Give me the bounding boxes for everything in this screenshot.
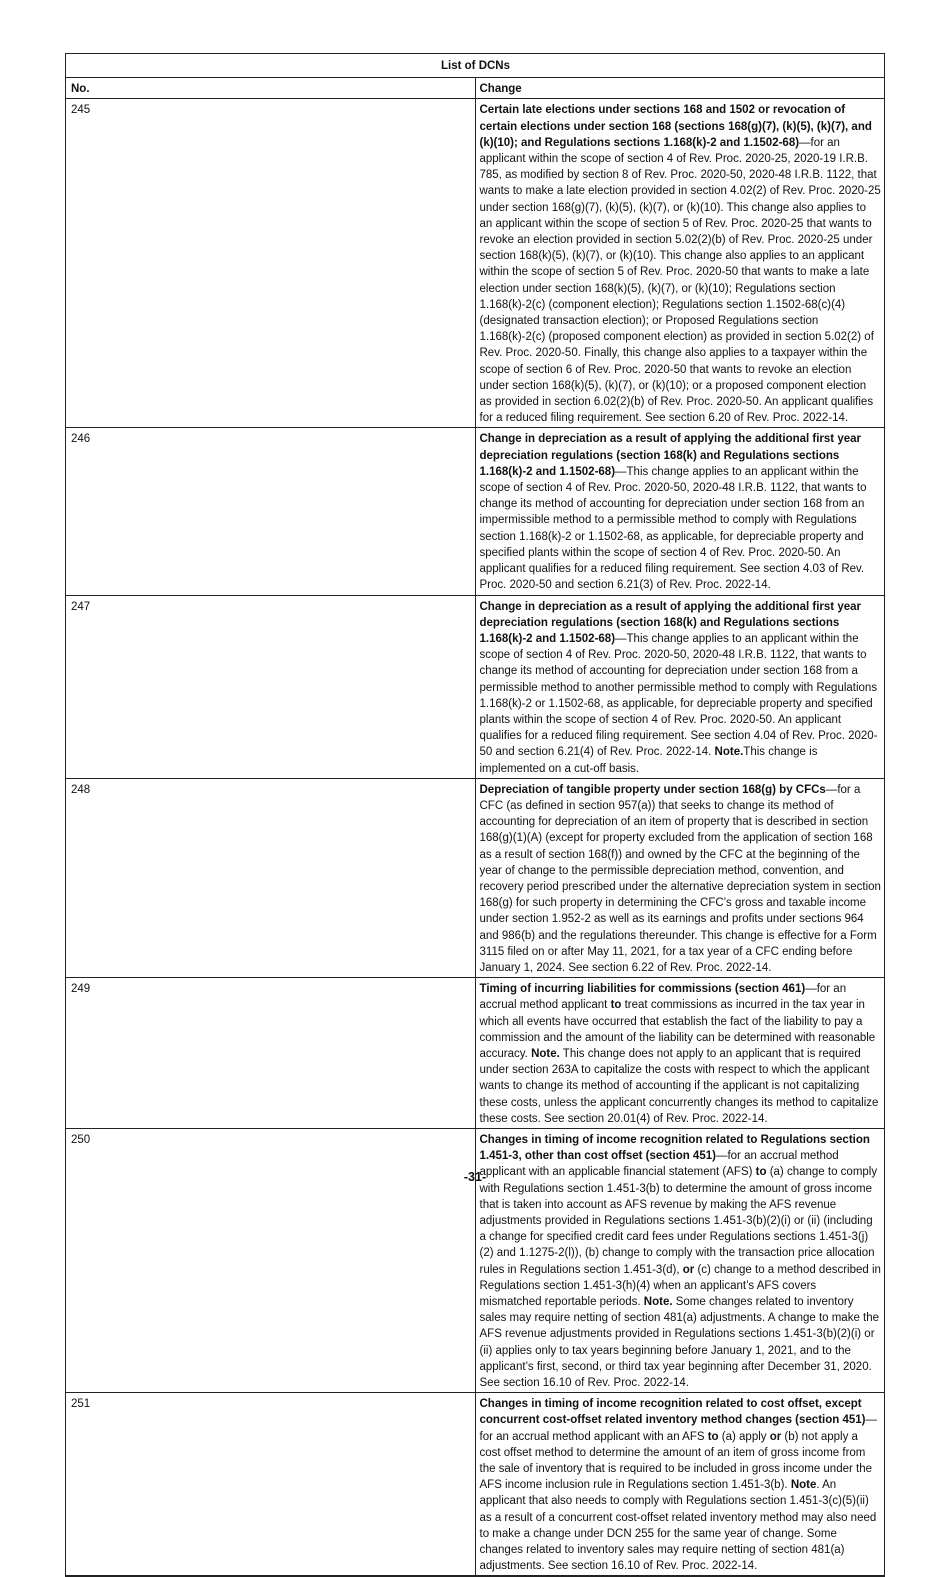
dcn-number: 250 — [66, 1129, 476, 1393]
bold-text: Change in depreciation as a result of applying the additional first year depreciation regulations (section 168(k) and Regulations sections 1.168(k)-2 and 1.1502-68) — [479, 600, 861, 645]
page-number: -31- — [463, 1170, 487, 1184]
bold-text: to — [755, 1166, 767, 1179]
table-row — [66, 99, 885, 428]
bold-text: or — [682, 1263, 695, 1276]
dcn-number: 245 — [66, 99, 476, 428]
body-text: —for an accrual method applicant with an applicable financial statement (AFS) — [479, 1150, 839, 1179]
dcn-number: 246 — [66, 428, 476, 595]
bold-text: to — [610, 999, 622, 1012]
bold-text: Note. — [531, 1047, 560, 1060]
bold-text: or — [769, 1430, 782, 1443]
body-text: Some changes related to inventory sales may require netting of section 481(a) adjustments. A change to make the AFS revenue adjustments provided in Regulations sections 1.451-3(b)(2)(i) or (ii) applies only to tax years beginning before January 1, 2021, and to the applicant’s first, second, or third tax year beginning after December 31, 2020. See section 16.10 of Rev. Proc. 2022-14. — [479, 1296, 880, 1390]
body-text: —for an accrual method applicant with an AFS — [479, 1414, 877, 1443]
table-row — [66, 1393, 885, 1577]
dcn-change-description — [475, 1129, 885, 1393]
dcn-number: 251 — [66, 1393, 476, 1577]
dcn-change-description — [475, 595, 885, 778]
bold-text: Note — [790, 1479, 817, 1492]
bold-text: Changes in timing of income recognition related to cost offset, except concurrent cost-offset related inventory method changes (section 451) — [479, 1398, 866, 1427]
table-row — [66, 1129, 885, 1393]
body-text: —for a CFC (as defined in section 957(a)) that seeks to change its method of accounting for depreciation of an item of property that is described in section 168(g)(1)(A) (except for property excluded from the application of section 168 as a result of section 168(f)) and owned by the CFC at the beginning of the year of change to the permissible depreciation method, convention, and recovery period prescribed under the alternative depreciation system in section 168(g) for such property in determining the CFC’s gross and taxable income under section 1.952-2 as well as its earnings and profits under sections 964 and 986(b) and the regulations thereunder. This change is effective for a Form 3115 filed on or after May 11, 2021, for a tax year of a CFC ending before January 1, 2024. See section 6.22 of Rev. Proc. 2022-14. — [479, 783, 881, 974]
dcn-number: 247 — [66, 595, 476, 778]
body-text: treat commissions as incurred in the tax year in which all events have occurred that establish the fact of the liability to pay a commission and the amount of the liability can be determined with reasonable accuracy. — [479, 999, 876, 1060]
dcn-change-description — [475, 428, 885, 595]
dcn-change-description — [475, 978, 885, 1129]
table-row — [66, 778, 885, 977]
dcn-change-description — [475, 1393, 885, 1577]
table-row — [66, 428, 885, 595]
body-text: This change does not apply to an applicant that is required under section 263A to capitalize the costs with respect to which the applicant wants to change its method of accounting if the applicant is not capitalizing these costs, unless the applicant concurrently changes its method to capitalize these costs. See section 20.01(4) of Rev. Proc. 2022-14. — [479, 1047, 879, 1125]
body-text: —for an applicant within the scope of section 4 of Rev. Proc. 2020-25, 2020-19 I.R.B. 785, as modified by section 8 of Rev. Proc. 2020-50, 2020-48 I.R.B. 1122, that wants to make a late election provided in section 4.02(2) of Rev. Proc. 2020-25 under section 168(g)(7), (k)(5), (k)(7), or (k)(10). This change also applies to an applicant within the scope of section 5 of Rev. Proc. 2020-25 that wants to revoke an election provided in section 5.02(2)(b) of Rev. Proc. 2020-25 under section 168(k)(5), (k)(7), or (k)(10). This change also applies to an applicant within the scope of section 5 of Rev. Proc. 2020-50 that wants to make a late election under section 168(k)(5), (k)(7), or (k)(10); Regulations section 1.168(k)-2(c) (component election); Regulations section 1.1502-68(c)(4) (designated transaction election); or Proposed Regulations section 1.168(k)-2(c) (proposed component election) as provided in section 5.02(2) of Rev. Proc. 2020-50. Finally, this change also applies to a taxpayer within the scope of section 6 of Rev. Proc. 2020-50 that wants to revoke an election under section 168(k)(5), (k)(7), or (k)(10); or a proposed component election as provided in section 6.02(2)(b) of Rev. Proc. 2020-50. An applicant qualifies for a reduced filing requirement. See section 6.20 of Rev. Proc. 2022-14. — [479, 136, 881, 425]
column-header-no: No. — [66, 78, 476, 99]
bold-text: to — [707, 1430, 719, 1443]
table-title-row — [66, 54, 885, 78]
bold-text: Change in depreciation as a result of applying the additional first year depreciation regulations (section 168(k) and Regulations sections 1.168(k)-2 and 1.1502-68) — [479, 433, 861, 478]
table-title: List of DCNs — [66, 54, 885, 78]
bold-text: Note. — [643, 1296, 673, 1309]
body-text: —for an accrual method applicant — [479, 983, 847, 1012]
dcn-change-description — [475, 778, 885, 977]
dcn-number: 249 — [66, 978, 476, 1129]
dcn-change-description — [475, 99, 885, 428]
body-text: —This change applies to an applicant within the scope of section 4 of Rev. Proc. 2020-50, 2020-48 I.R.B. 1122, that wants to change its method of accounting for depreciation under section 168 from an impermissible method to a permissible method to comply with Regulations section 1.168(k)-2 or 1.1502-68, as applicable, for depreciable property and specified plants within the scope of section 4 of Rev. Proc. 2020-50. An applicant qualifies for a reduced filing requirement. See section 4.03 of Rev. Proc. 2020-50 and section 6.21(3) of Rev. Proc. 2022-14. — [479, 465, 867, 592]
table-row — [66, 595, 885, 778]
column-header-change: Change — [475, 78, 885, 99]
bold-text: Note. — [714, 746, 744, 759]
bold-text: Changes in timing of income recognition related to Regulations section 1.451-3, other than cost offset (section 451) — [479, 1134, 870, 1163]
body-text: . An applicant that also needs to comply with Regulations section 1.451-3(c)(5)(ii) as a result of a concurrent cost-offset related inventory method may also need to make a change under DCN 255 for the same year of change. Some changes related to inventory sales may require netting of section 481(a) adjustments. See section 16.10 of Rev. Proc. 2022-14. — [479, 1479, 877, 1573]
body-text: —This change applies to an applicant within the scope of section 4 of Rev. Proc. 2020-50, 2020-48 I.R.B. 1122, that wants to change its method of accounting for depreciation under section 168 from a permissible method to another permissible method to comply with Regulations 1.168(k)-2 or 1.1502-68, as applicable, for depreciable property and specified plants within the scope of section 4 of Rev. Proc. 2020-50. An applicant qualifies for a reduced filing requirement. See section 4.04 of Rev. Proc. 2020-50 and section 6.21(4) of Rev. Proc. 2022-14. — [479, 632, 878, 759]
bold-text: Depreciation of tangible property under section 168(g) by CFCs — [479, 783, 826, 796]
table-body — [66, 99, 885, 1577]
body-text: (a) apply — [718, 1430, 770, 1443]
body-text: This change is implemented on a cut-off basis. — [479, 746, 818, 775]
body-text: (b) not apply a cost offset method to determine the amount of an item of gross income from the sale of inventory that is required to be included in gross income under the AFS income inclusion rule in Regulations section 1.451-3(b). — [479, 1430, 873, 1492]
table-header-row — [66, 78, 885, 99]
body-text: (a) change to comply with Regulations section 1.451-3(b) to determine the amount of gross income that is taken into account as AFS revenue by making the AFS revenue adjustments provided in Regulations sections 1.451-3(b)(2)(i) or (ii) (including a change for specified credit card fees under Regulations sections 1.451-3(j)(2) and 1.1275-2(l)), (b) change to comply with the transaction price allocation rules in Regulations section 1.451-3(d), — [479, 1166, 878, 1276]
table-row — [66, 978, 885, 1129]
bold-text: Timing of incurring liabilities for commissions (section 461) — [479, 983, 806, 996]
dcn-table — [65, 53, 885, 1577]
bold-text: Certain late elections under sections 168 and 1502 or revocation of certain elections under section 168 (sections 168(g)(7), (k)(5), (k)(7), and (k)(10); and Regulations sections 1.168(k)-2 and 1.1502-68) — [479, 104, 872, 149]
dcn-number: 248 — [66, 778, 476, 977]
body-text: (c) change to a method described in Regulations section 1.451-3(h)(4) when an applicant’s AFS covers mismatched reportable periods. — [479, 1263, 881, 1309]
